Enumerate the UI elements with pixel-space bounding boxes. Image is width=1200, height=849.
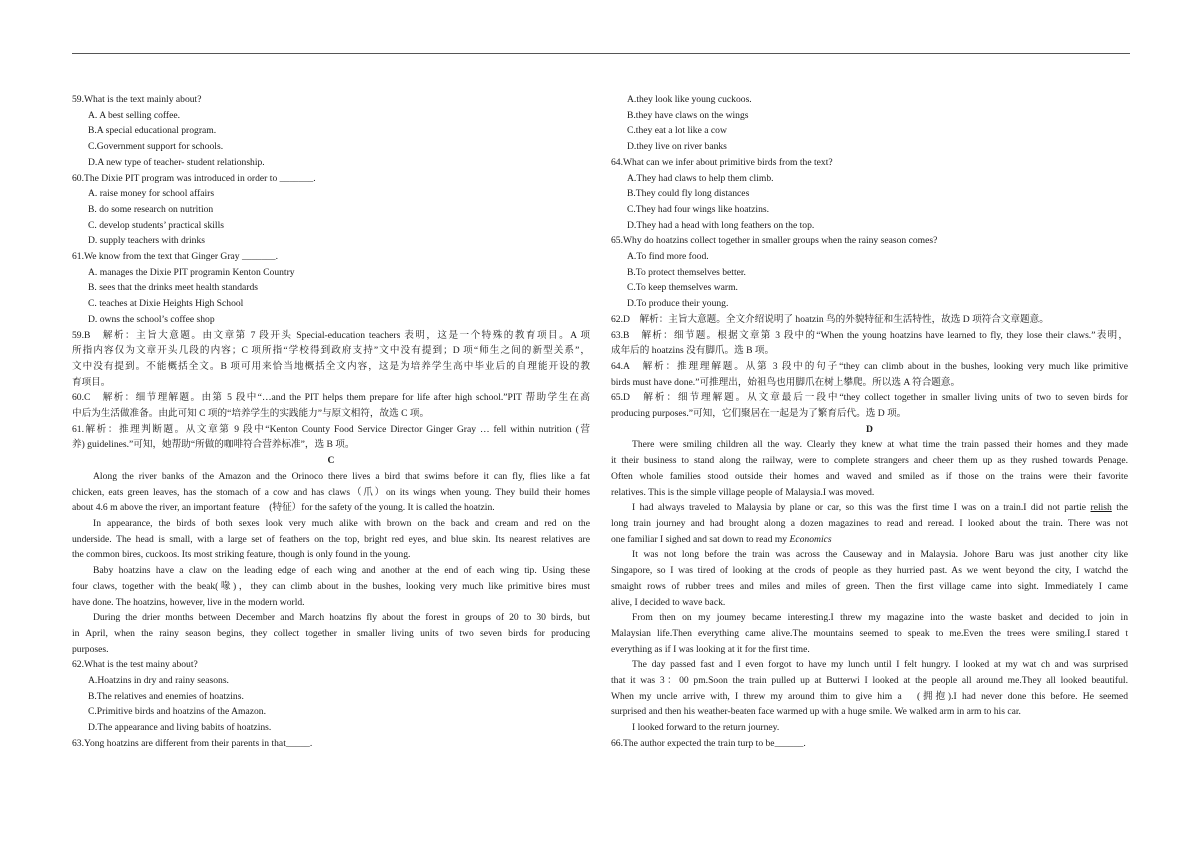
passage-line: that it was 3：00 pm.Soon the train pulled up at Butterwi I looked at the people all around me.They all looked beautiful.	[611, 675, 1128, 687]
answer-explanation-line: 65.D 解析：细节理解题。从文章最后一段中“they collect together in smaller living units of two to seven birds for	[611, 392, 1128, 404]
answer-explanation-line: 所指内容仅为文章开头几段的内容；C 项所指“学校得到政府支持”文中没有提到；D 项“师生之间的新型关系”，	[72, 345, 590, 357]
question-stem: 62.What is the test mainy about?	[72, 659, 198, 671]
answer-explanation-line: 62.D 解析：主旨大意题。全文介绍说明了 hoatzin 鸟的外貌特征和生活特性，故选 D 项符合文章题意。	[611, 313, 1049, 325]
question-stem: 61.We know from the text that Ginger Gray _______.	[72, 251, 278, 263]
answer-explanation-line: 文中没有提到。不能概括全文。B 项可用来恰当地概括全文内容，这是为培养学生高中毕业后的自理能开设的教	[72, 360, 590, 372]
passage-line: Baby hoatzins have a claw on the leading edge of each wing and another at the end of each wing tip. Using these	[93, 565, 590, 577]
option-b: B.A special educational program.	[88, 125, 217, 137]
option-c: C.Primitive birds and hoatzins of the Amazon.	[88, 706, 266, 718]
answer-explanation-line: 60.C 解析：细节理解题。由第 5 段中“…and the PIT helps them prepare for life after high school.”PIT 帮助学生在高	[72, 392, 590, 404]
passage-line: During the drier months between December and March hoatzins fly about the forest in groups of 20 to 30 birds, but	[93, 612, 590, 624]
option-d: D. supply teachers with drinks	[88, 235, 205, 247]
option-d: D. owns the school’s coffee shop	[88, 313, 215, 325]
option-d: D.The appearance and living babits of hoatzins.	[88, 722, 272, 734]
passage-line: I looked forward to the return journey.	[632, 722, 780, 734]
passage-text: the	[1116, 502, 1128, 514]
option-a: A. manages the Dixie PIT programin Kenton Country	[88, 266, 295, 278]
option-c: C.Government support for schools.	[88, 141, 224, 153]
passage-line: alive, I decided to wave back.	[611, 596, 726, 608]
option-c: C. teaches at Dixie Heights High School	[88, 298, 244, 310]
passage-line: four claws, together with the beak(喙)，they can climb about in the bushes, looking very much like primitive bires must	[72, 580, 590, 592]
passage-line: the common bires, cuckoos. Its most striking feature, though is only found in the young.	[72, 549, 411, 561]
option-a: A. A best selling coffee.	[88, 109, 181, 121]
passage-line: surprised and then his weather-beaten face warmed up with a huge smile. We walked arm in arm to his car.	[611, 706, 1021, 718]
answer-explanation-line: 成年后的 hoatzins 没有脚爪。选 B 项。	[611, 345, 775, 357]
passage-line: have done. The hoatzins, however, live in the modern world.	[72, 596, 305, 608]
passage-line: chicken, eats green leaves, has the stomach of a cow and has claws（爪）on its wings when young. They build their homes	[72, 486, 590, 498]
passage-line	[611, 532, 1128, 548]
option-d: D.they live on river banks	[627, 141, 727, 153]
option-c: C.They had four wings like hoatzins.	[627, 203, 770, 215]
option-a: A.they look like young cuckoos.	[627, 94, 752, 105]
right-column	[611, 92, 1128, 752]
passage-line: There were smiling children all the way. Clearly they knew at what time the train passed their homes and they made	[632, 439, 1128, 451]
passage-line: in April, when the rainy season begins, they collect together in smaller living units of two seven birds for producing	[72, 627, 590, 639]
passage-text: one familiar I sighed and sat down to read my	[611, 533, 788, 545]
option-b: B.They could fly long distances	[627, 188, 750, 200]
passage-line: purposes.	[72, 643, 109, 655]
passage-line: When my uncle arrive with, I threw my around thim to give him a (拥抱).I had never done this before. He seemed	[611, 690, 1128, 702]
option-c: C.they eat a lot like a cow	[627, 125, 727, 137]
option-a: A.Hoatzins in dry and rainy seasons.	[88, 675, 229, 687]
answer-explanation-line: 64.A 解析：推理理解题。从第 3 段中的句子“they can climb about in the bushes, looking very much like primitive	[611, 360, 1128, 372]
option-b: B. do some research on nutrition	[88, 203, 214, 215]
question-stem: 66.The author expected the train turp to be______.	[611, 737, 806, 749]
passage-line: In appearance, the birds of both sexes look very much alike with brown on the back and cream and red on the	[93, 517, 590, 529]
header-rule	[72, 53, 1130, 54]
underlined-word: relish	[1090, 502, 1112, 514]
passage-text: I had always traveled to Malaysia by plane or car, so this was the first time I was on a train.I did not partie	[632, 502, 1087, 514]
passage-line: it their business to stand along the railway, were to complete strangers and cheer them up as they rushed towards Penage.	[611, 455, 1128, 467]
answer-explanation-line: 育项目。	[72, 376, 111, 388]
answer-explanation-line: producing purposes.”可知，它们聚居在一起是为了繁育后代。选 D 项。	[611, 408, 907, 420]
option-c: C. develop students’ practical skills	[88, 219, 224, 231]
question-stem: 59.What is the text mainly about?	[72, 94, 202, 105]
passage-line: about 4.6 m above the river, an important feature (特征）for the safety of the young. It is called the hoatzin.	[72, 502, 495, 514]
passage-line: It was not long before the train was across the Causeway and in Malaysia. Johore Baru was just another city like	[632, 549, 1128, 561]
passage-line: long train journey and had brought along a dozen magazines to read and reread. I looked about the train. There was not	[611, 517, 1128, 529]
option-c: C.To keep themselves warm.	[627, 282, 738, 294]
answer-explanation-line: 养) guidelines.”可知，她帮助“所做的咖啡符合营养标准”，选 B 项。	[72, 439, 355, 451]
left-column	[72, 92, 590, 752]
question-stem: 64.What can we infer about primitive birds from the text?	[611, 156, 833, 168]
option-d: D.They had a head with long feathers on the top.	[627, 219, 815, 231]
passage-line: From then on my joumey became interesting.I threw my magazine into the waste basket and decided to join in	[632, 612, 1128, 624]
passage-line: relatives. This is the simple village people of Malaysia.I was moved.	[611, 486, 875, 498]
option-a: A.To find more food.	[627, 251, 709, 263]
answer-explanation-line: 中后为生活做准备。由此可知 C 项的“培养学生的实践能力”与原文相符，故选 C 项。	[72, 408, 430, 420]
answer-explanation-line: 59.B 解析：主旨大意题。由文章第 7 段开头 Special-education teachers 表明，这是一个特殊的教育项目。A 项	[72, 329, 590, 341]
answer-explanation-line: 61.解析：推理判断题。从文章第 9 段中“Kenton County Food Service Director Ginger Gray … fell within nutrition (营	[72, 423, 590, 435]
passage-line	[611, 500, 1128, 516]
passage-line: The day passed fast and I even forgot to have my lunch until I felt hungry. I looked at my wat ch and was surprised	[632, 659, 1128, 671]
passage-line: Malaysian life.Then everything came alive.The mountains seemed to speak to me.Even the trees were smiling.I stared t	[611, 627, 1128, 639]
question-stem: 65.Why do hoatzins collect together in smaller groups when the rainy season comes?	[611, 235, 938, 247]
option-d: D.To produce their young.	[627, 298, 729, 310]
option-b: B.they have claws on the wings	[627, 109, 749, 121]
passage-line: smaight rows of rubber trees and miles and miles of green. Then the first village came into sight. Immediately I came	[611, 580, 1128, 592]
option-b: B.The relatives and enemies of hoatzins.	[88, 690, 244, 702]
answer-explanation-line: birds must have done.”可推理出，始祖鸟也用脚爪在树上攀爬。所以选 A 符合题意。	[611, 376, 961, 388]
section-heading: C	[327, 455, 335, 467]
section-heading: D	[866, 423, 873, 435]
question-stem: 63.Yong hoatzins are different from their parents in that_____.	[72, 737, 313, 749]
passage-line: everything as if I was looking at it for the first time.	[611, 643, 810, 655]
option-b: B. sees that the drinks meet health standards	[88, 282, 258, 294]
option-d: D.A new type of teacher- student relationship.	[88, 156, 265, 168]
passage-line: Often whole families stood outside their homes and waved and smiled as if those on the trains were their favorite	[611, 470, 1128, 482]
passage-line: Singapore, so I was tired of looking at the crods of people as they hurried past. As we went beyond the city, I watchd the	[611, 565, 1128, 577]
option-b: B.To protect themselves better.	[627, 266, 746, 278]
question-stem: 60.The Dixie PIT program was introduced in order to _______.	[72, 172, 316, 184]
option-a: A.They had claws to help them climb.	[627, 172, 774, 184]
passage-line: Along the river banks of the Amazon and the Orinoco there lives a bird that swims before it can fly, flies like a fat	[93, 470, 590, 482]
answer-explanation-line: 63.B 解析：细节题。根据文章第 3 段中的“When the young hoatzins have learned to fly, they lose their claws.”表明，	[611, 329, 1128, 341]
passage-line: underside. The head is small, with a large set of feathers on the top, bright red eyes, and blue skin. Its nearest relatives are	[72, 533, 590, 545]
magazine-title: Economics	[789, 533, 832, 545]
option-a: A. raise money for school affairs	[88, 188, 215, 200]
